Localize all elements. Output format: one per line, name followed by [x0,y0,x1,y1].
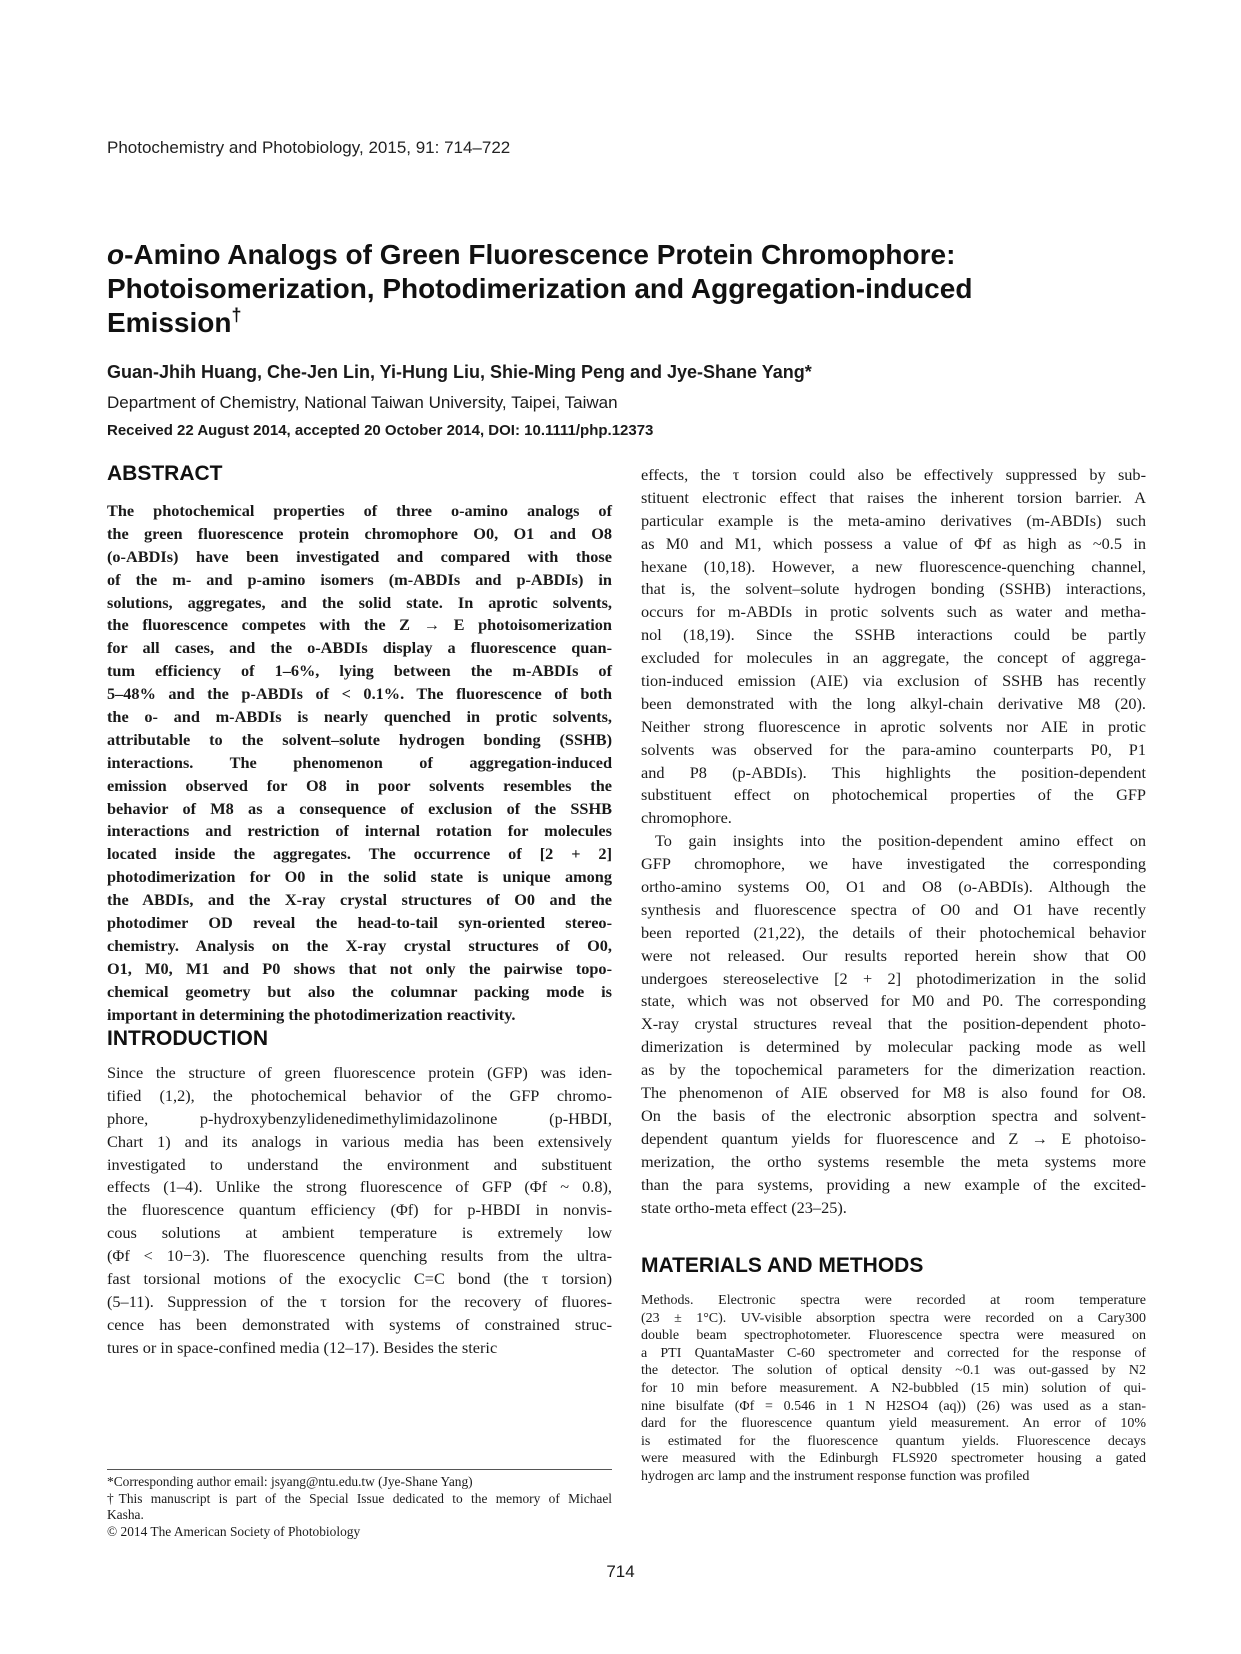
body-line: On the basis of the electronic absorption spectra and solvent- [641,1105,1146,1125]
body-line: chromophore. [641,808,732,828]
introduction-line: phore, p-hydroxybenzylidenedimethylimidazolinone (p-HBDI, [107,1108,612,1128]
footnote-line: †This manuscript is part of the Special Issue dedicated to the memory of Michael [107,1490,612,1506]
body-line: stituent electronic effect that raises the inherent torsion barrier. A [641,487,1146,507]
journal-citation: Photochemistry and Photobiology, 2015, 91: 714–722 [107,138,511,157]
body-line: Neither strong fluorescence in aprotic solvents nor AIE in protic [641,716,1146,736]
methods-body [641,1292,1146,1486]
introduction-line: Chart 1) and its analogs in various media has been extensively [107,1131,612,1151]
title-italic-prefix: o [107,239,125,270]
abstract-line: emission observed for O8 in poor solvents resembles the [107,775,612,795]
body-line: To gain insights into the position-dependent amino effect on [655,831,1146,851]
abstract-line: the fluorescence competes with the Z → E photoisomerization [107,615,612,635]
title-line-3-text: Emission [107,307,232,338]
abstract-line: chemistry. Analysis on the X-ray crystal structures of O0, [107,935,612,955]
abstract-body [107,500,612,1026]
introduction-line: cous solutions at ambient temperature is extremely low [107,1223,612,1243]
body-line: particular example is the meta-amino derivatives (m-ABDIs) such [641,510,1146,530]
abstract-line: for all cases, and the o-ABDIs display a fluorescence quan- [107,638,612,658]
author-list: Guan-Jhih Huang, Che-Jen Lin, Yi-Hung Liu, Shie-Ming Peng and Jye-Shane Yang* [107,362,812,382]
introduction-line: the fluorescence quantum efficiency (Φf) for p-HBDI in nonvis- [107,1200,612,1220]
methods-heading: MATERIALS AND METHODS [641,1254,924,1277]
body-line: state ortho-meta effect (23–25). [641,1197,847,1217]
abstract-line: 5–48% and the p-ABDIs of < 0.1%. The fluorescence of both [107,684,612,704]
body-line: substituent effect on photochemical properties of the GFP [641,785,1146,805]
abstract-line: photodimer OD reveal the head-to-tail syn-oriented stereo- [107,913,612,933]
methods-line: is estimated for the fluorescence quantum yields. Fluorescence decays [641,1433,1146,1449]
abstract-line: O1, M0, M1 and P0 shows that not only the pairwise topo- [107,958,612,978]
abstract-line: photodimerization for O0 in the solid state is unique among [107,867,612,887]
body-line: that is, the solvent–solute hydrogen bonding (SSHB) interactions, [641,579,1146,599]
abstract-line: the ABDIs, and the X-ray crystal structures of O0 and the [107,890,612,910]
introduction-line: fast torsional motions of the exocyclic C=C bond (the τ torsion) [107,1269,612,1289]
abstract-line: tum efficiency of 1–6%, lying between the m-ABDIs of [107,661,612,681]
body-line: X-ray crystal structures reveal that the position-dependent photo- [641,1014,1146,1034]
body-line: ortho-amino systems O0, O1 and O8 (o-ABDIs). Although the [641,877,1146,897]
introduction-line: tified (1,2), the photochemical behavior of the GFP chromo- [107,1085,612,1105]
methods-line: hydrogen arc lamp and the instrument response function was profiled [641,1468,1030,1484]
body-line: undergoes stereoselective [2 + 2] photodimerization in the solid [641,968,1146,988]
abstract-line: the o- and m-ABDIs is nearly quenched in protic solvents, [107,707,612,727]
methods-line: were measured with the Edinburgh FLS920 spectrometer housing a gated [641,1451,1146,1467]
title-line-1 [107,238,1147,272]
article-title [107,238,1147,340]
body-line: nol (18,19). Since the SSHB interactions could be partly [641,625,1146,645]
body-line: effects, the τ torsion could also be effectively suppressed by sub- [641,465,1146,484]
methods-line: double beam spectrophotometer. Fluorescence spectra were measured on [641,1328,1146,1344]
title-line-2: Photoisomerization, Photodimerization and Aggregation-induced [107,273,973,304]
abstract-line: interactions and restriction of internal rotation for molecules [107,821,612,841]
title-line-1-text: -Amino Analogs of Green Fluorescence Protein Chromophore: [124,239,956,270]
introduction-heading: INTRODUCTION [107,1027,268,1050]
body-line: dependent quantum yields for fluorescence and Z → E photoiso- [641,1128,1146,1148]
introduction-line: Since the structure of green fluorescence protein (GFP) was iden- [107,1063,612,1082]
abstract-line: chemical geometry but also the columnar packing mode is [107,981,612,1001]
body-line: synthesis and fluorescence spectra of O0 and O1 have recently [641,899,1146,919]
body-line: GFP chromophore, we have investigated the corresponding [641,854,1146,874]
body-line: been demonstrated with the long alkyl-chain derivative M8 (20). [641,693,1146,713]
abstract-line: important in determining the photodimerization reactivity. [107,1004,516,1024]
footnote-line: *Corresponding author email: jsyang@ntu.edu.tw (Jye-Shane Yang) [107,1474,473,1489]
abstract-line: the green fluorescence protein chromophore O0, O1 and O8 [107,523,612,543]
abstract-line: interactions. The phenomenon of aggregation-induced [107,752,612,772]
methods-line: (23 ± 1°C). UV-visible absorption spectra were recorded on a Cary300 [641,1310,1146,1326]
affiliation: Department of Chemistry, National Taiwan University, Taipei, Taiwan [107,393,618,412]
abstract-line: behavior of M8 as a consequence of exclusion of the SSHB [107,798,612,818]
body-line: occurs for m-ABDIs in protic solvents such as water and metha- [641,602,1146,622]
body-line: state, which was not observed for M0 and P0. The corresponding [641,991,1146,1011]
footnotes [107,1474,612,1540]
introduction-body [107,1062,612,1360]
body-line: merization, the ortho systems resemble the meta systems more [641,1151,1146,1171]
introduction-line: (5–11). Suppression of the τ torsion for the recovery of fluores- [107,1291,612,1311]
footnote-line: Kasha. [107,1507,144,1522]
right-column-body [641,464,1146,1219]
footnote-rule [107,1469,612,1470]
body-line: than the para systems, providing a new example of the excited- [641,1174,1146,1194]
abstract-heading: ABSTRACT [107,462,223,485]
body-line: and P8 (p-ABDIs). This highlights the position-dependent [641,762,1146,782]
body-line: hexane (10,18). However, a new fluorescence-quenching channel, [641,556,1146,576]
title-dagger: † [231,305,242,325]
abstract-line: located inside the aggregates. The occurrence of [2 + 2] [107,844,612,864]
methods-line: dard for the fluorescence quantum yield measurement. An error of 10% [641,1416,1146,1432]
abstract-line: The photochemical properties of three o-amino analogs of [107,501,612,520]
introduction-line: tures or in space-confined media (12–17). Besides the steric [107,1337,498,1357]
body-line: solvents was observed for the para-amino counterparts P0, P1 [641,739,1146,759]
title-line-3 [107,306,1147,340]
body-line: been reported (21,22), the details of their photochemical behavior [641,922,1146,942]
introduction-line: cence has been demonstrated with systems of constrained struc- [107,1314,612,1334]
methods-line: a PTI QuantaMaster C-60 spectrometer and corrected for the response of [641,1345,1146,1361]
abstract-line: attributable to the solvent–solute hydrogen bonding (SSHB) [107,729,612,749]
body-line: were not released. Our results reported herein show that O0 [641,945,1146,965]
body-line: excluded for molecules in an aggregate, the concept of aggrega- [641,648,1146,668]
footnote-line: © 2014 The American Society of Photobiology [107,1523,361,1539]
methods-line: nine bisulfate (Φf = 0.546 in 1 N H2SO4 (aq)) (26) was used as a stan- [641,1398,1146,1414]
methods-line: for 10 min before measurement. A N2-bubbled (15 min) solution of qui- [641,1380,1146,1396]
body-line: as M0 and M1, which possess a value of Φf as high as ~0.5 in [641,533,1146,553]
body-line: as by the topochemical parameters for the dimerization reaction. [641,1060,1146,1080]
body-line: The phenomenon of AIE observed for M8 is also found for O8. [641,1083,1146,1103]
introduction-line: (Φf < 10−3). The fluorescence quenching results from the ultra- [107,1246,612,1266]
received-dates: Received 22 August 2014, accepted 20 October 2014, DOI: 10.1111/php.12373 [107,422,654,439]
body-line: tion-induced emission (AIE) via exclusion of SSHB has recently [641,671,1146,691]
abstract-line: solutions, aggregates, and the solid state. In aprotic solvents, [107,592,612,612]
methods-line: Methods. Electronic spectra were recorded at room temperature [641,1293,1146,1308]
abstract-line: (o-ABDIs) have been investigated and compared with those [107,546,612,566]
introduction-line: effects (1–4). Unlike the strong fluorescence of GFP (Φf ~ 0.8), [107,1177,612,1197]
body-line: dimerization is determined by molecular packing mode as well [641,1037,1146,1057]
page-number: 714 [606,1562,635,1581]
introduction-line: investigated to understand the environment and substituent [107,1154,612,1174]
abstract-line: of the m- and p-amino isomers (m-ABDIs and p-ABDIs) in [107,569,612,589]
methods-line: the detector. The solution of optical density ~0.1 was out-gassed by N2 [641,1363,1146,1379]
